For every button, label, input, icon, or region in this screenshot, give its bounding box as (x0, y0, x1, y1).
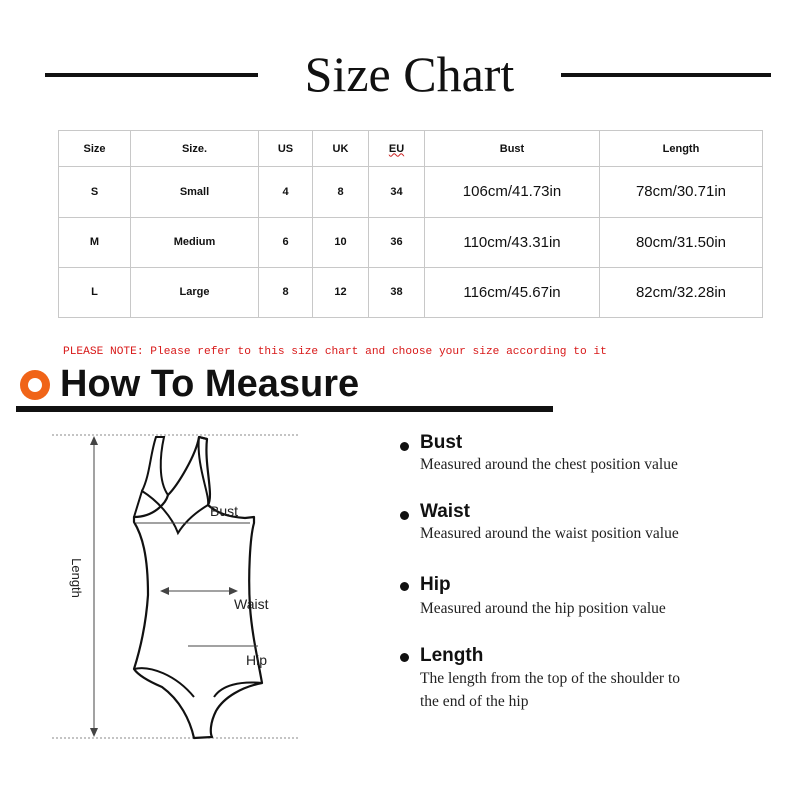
bullet-heading: Bust (420, 432, 463, 453)
table-header: Size (59, 131, 131, 167)
bullet-dot-icon (400, 442, 409, 451)
table-cell: M (59, 217, 131, 267)
table-cell: 106cm/41.73in (425, 167, 600, 217)
table-cell: 8 (313, 167, 369, 217)
table-cell: 110cm/43.31in (425, 217, 600, 267)
table-header: Bust (425, 131, 600, 167)
bullet-description: the end of the hip (420, 693, 529, 710)
waist-arrow-right (229, 587, 238, 595)
length-arrow-bottom (90, 728, 98, 737)
bullet-dot-icon (400, 511, 409, 520)
bullet-dot-icon (400, 582, 409, 591)
page-title: Size Chart (304, 46, 515, 102)
table-cell: 8 (259, 267, 313, 317)
bullet-description: Measured around the chest position value (420, 456, 678, 473)
waist-label: Waist (234, 596, 269, 612)
table-cell: 34 (369, 167, 425, 217)
left-strap (142, 437, 168, 495)
table-cell: 6 (259, 217, 313, 267)
table-cell: 12 (313, 267, 369, 317)
table-header: US (259, 131, 313, 167)
target-circle-icon (20, 370, 50, 400)
table-cell: Large (131, 267, 259, 317)
bullet-description: The length from the top of the shoulder to (420, 670, 680, 687)
swimsuit-outline (134, 437, 262, 738)
waist-arrow-left (160, 587, 169, 595)
table-header: UK (313, 131, 369, 167)
right-strap (199, 437, 207, 439)
table-header-eu: EU (388, 142, 405, 155)
table-row (59, 167, 763, 217)
table-cell: Medium (131, 217, 259, 267)
length-label: Length (69, 558, 84, 598)
swimsuit-diagram (50, 425, 370, 755)
table-cell: S (59, 167, 131, 217)
title-rule-left (45, 73, 258, 77)
table-row (59, 267, 763, 317)
leg-line-left (134, 668, 194, 697)
bullet-heading: Length (420, 645, 484, 666)
table-cell: 80cm/31.50in (600, 217, 763, 267)
hip-label: Hip (246, 652, 268, 668)
bullet-heading: Hip (420, 574, 451, 595)
table-cell: Small (131, 167, 259, 217)
bullet-heading: Waist (420, 501, 470, 522)
table-cell: L (59, 267, 131, 317)
table-header (369, 131, 425, 167)
table-cell: 82cm/32.28in (600, 267, 763, 317)
table-cell: 78cm/30.71in (600, 167, 763, 217)
table-header: Length (600, 131, 763, 167)
section-title: How To Measure (60, 363, 360, 405)
bullet-dot-icon (400, 653, 409, 662)
table-cell: 36 (369, 217, 425, 267)
table-row (59, 217, 763, 267)
table-cell: 38 (369, 267, 425, 317)
length-arrow-top (90, 436, 98, 445)
table-cell: 4 (259, 167, 313, 217)
bullet-description: Measured around the hip position value (420, 600, 666, 617)
size-table (58, 130, 763, 318)
table-header: Size. (131, 131, 259, 167)
table-cell: 116cm/45.67in (425, 267, 600, 317)
bullet-description: Measured around the waist position value (420, 525, 679, 542)
title-rule-right (561, 73, 771, 77)
bust-label: Bust (210, 503, 239, 519)
section-rule (16, 406, 553, 412)
size-note: PLEASE NOTE: Please refer to this size chart and choose your size according to it (63, 346, 607, 358)
table-cell: 10 (313, 217, 369, 267)
table-header-row (59, 131, 763, 167)
